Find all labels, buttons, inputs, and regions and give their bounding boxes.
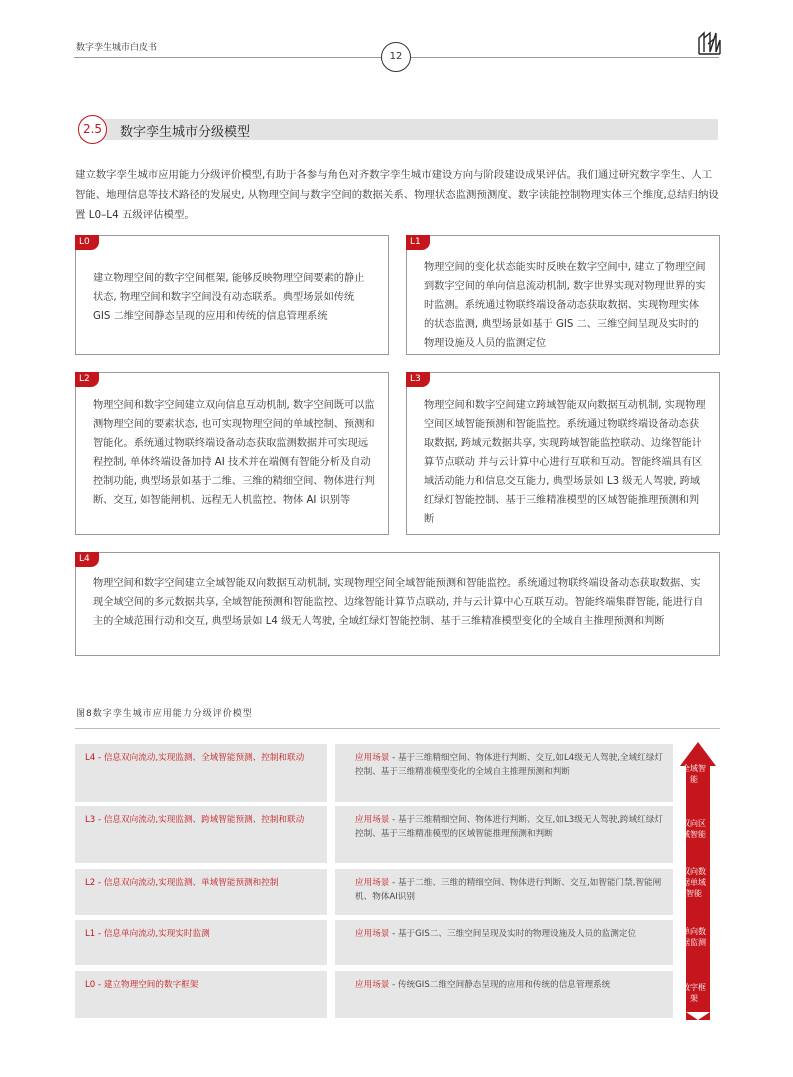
level-description: 物理空间和数字空间建立全域智能双向数据互动机制, 实现物理空间全域智能预测和智能监控。系统通过物联终端设备动态获取数据、实现全域空间的多元数据共享, 全域智能预测和智能监控、边缘智能计算节点联动, 并与云计算中心互联互动。智能终端集群智能, 能进行自主的全域范围行动和交互, 典型场景如 L4 级无人驾驶, 全域红绿灯智能控制、基于三维精准模型变化的全域自主推理预测和判断 (93, 578, 704, 627)
figure-divider (75, 728, 720, 729)
section-number: 2.5 (78, 115, 107, 144)
figure-scene-l0 (335, 971, 673, 1018)
figure-scene-l4 (335, 744, 673, 802)
level-tag: L1 (406, 235, 430, 250)
figure-caption: 图8数字孪生城市应用能力分级评价模型 (76, 709, 253, 719)
arrow-label-single-domain: 双向数据单域智能 (682, 867, 706, 898)
level-description: 物理空间的变化状态能实时反映在数字空间中, 建立了物理空间到数字空间的单向信息流动机制, 数字世界实现对物理世界的实时监测。系统通过物联终端设备动态获取数据、实现物理实体的状态监测, 典型场景如基于 GIS 二、三维空间呈现及实时的物理设施及人员的监测定位 (424, 262, 706, 349)
intro-paragraph: 建立数字孪生城市应用能力分级评价模型,有助于各参与角色对齐数字孪生城市建设方向与阶段建设成果评估。我们通过研究数字孪生、人工智能、地理信息等技术路径的发展史, 从物理空间与数字空间的数据关系、物理状态监测预测度、数字读能控制物理实体三个维度,总结归纳设置 L0–L4 五级评估模型。 (75, 169, 719, 221)
level-tag: L4 (75, 552, 99, 567)
level-tag: L2 (75, 372, 99, 387)
arrow-label-monitoring: 单向数据监测 (682, 927, 706, 947)
arrow-label-framework: 数字框架 (682, 983, 706, 1003)
scene-text: - 基于三维精细空间、物体进行判断、交互,如L3级无人驾驶,跨域红绿灯控制、基于三维精准模型的区域智能推理预测和判断 (355, 815, 663, 839)
book-title: 数字孪生城市白皮书 (76, 43, 158, 53)
level-tag: L3 (406, 372, 430, 387)
figure-level-l2: L2 - 信息双向流动,实现监测、单域智能预测和控制 (75, 869, 327, 915)
scene-text: - 基于三维精细空间、物体进行判断、交互,如L4级无人驾驶,全域红绿灯控制、基于三维精准模型变化的全域自主推理预测和判断 (355, 753, 663, 777)
level-card-l0 (75, 235, 389, 355)
figure-level-l0: L0 - 建立物理空间的数字框架 (75, 971, 327, 1018)
scene-label: 应用场景 (355, 980, 390, 990)
arrow-label-regional: 双向区域智能 (682, 819, 706, 839)
publisher-logo-icon (696, 30, 722, 56)
scene-text: - 基于二维、三维的精细空间、物体进行判断、交互,如智能门禁,智能闸机、物体AI识别 (355, 878, 662, 902)
scene-text: - 基于GIS二、三维空间呈现及实时的物理设施及人员的监测定位 (389, 929, 637, 939)
level-card-l4 (75, 552, 720, 656)
figure-level-l3: L3 - 信息双向流动,实现监测、跨域智能预测、控制和联动 (75, 806, 327, 863)
level-card-l3 (406, 372, 720, 535)
section-title: 数字孪生城市分级模型 (120, 125, 251, 140)
level-description: 物理空间和数字空间建立双向信息互动机制, 数字空间既可以监测物理空间的要素状态, 也可实现物理空间的单域控制、预测和智能化。系统通过物联终端设备动态获取监测数据并可实现远程控制, 单体终端设备加持 AI 技术并在端侧有智能分析及自动控制功能, 典型场景如基于二维、三维的精细空间、物体进行判断、交互, 如智能闸机、远程无人机监控、物体 AI 识别等 (93, 400, 375, 506)
scene-text: - 传统GIS二维空间静态呈现的应用和传统的信息管理系统 (389, 980, 611, 990)
page-number: 12 (381, 42, 411, 72)
figure-scene-l3 (335, 806, 673, 863)
level-card-l2 (75, 372, 389, 535)
scene-label: 应用场景 (355, 929, 390, 939)
arrow-label-global: 全域智能 (682, 764, 706, 784)
figure-level-l4: L4 - 信息双向流动,实现监测、全域智能预测、控制和联动 (75, 744, 327, 802)
level-description: 物理空间和数字空间建立跨域智能双向数据互动机制, 实现物理空间区域智能预测和智能监控。系统通过物联终端设备动态获取数据, 跨域元数据共享, 实现跨域智能监控联动、边缘智能计算节点联动 并与云计算中心进行互联和互动。智能终端具有区域活动能力和信息交互能力, 典型场景如 L3 级无人驾驶, 跨域红绿灯智能控制、基于三维精准模型的区域智能推理预测和判断 (424, 400, 706, 525)
figure-scene-l1 (335, 920, 673, 965)
scene-label: 应用场景 (355, 815, 390, 825)
scene-label: 应用场景 (355, 878, 390, 888)
level-description: 建立物理空间的数字空间框架, 能够反映物理空间要素的静止状态, 物理空间和数字空间没有动态联系。典型场景如传统 GIS 二维空间静态呈现的应用和传统的信息管理系统 (93, 273, 365, 322)
level-card-l1 (406, 235, 720, 355)
scene-label: 应用场景 (355, 753, 390, 763)
figure-level-l1: L1 - 信息单向流动,实现实时监测 (75, 920, 327, 965)
level-tag: L0 (75, 235, 99, 250)
figure-scene-l2 (335, 869, 673, 915)
